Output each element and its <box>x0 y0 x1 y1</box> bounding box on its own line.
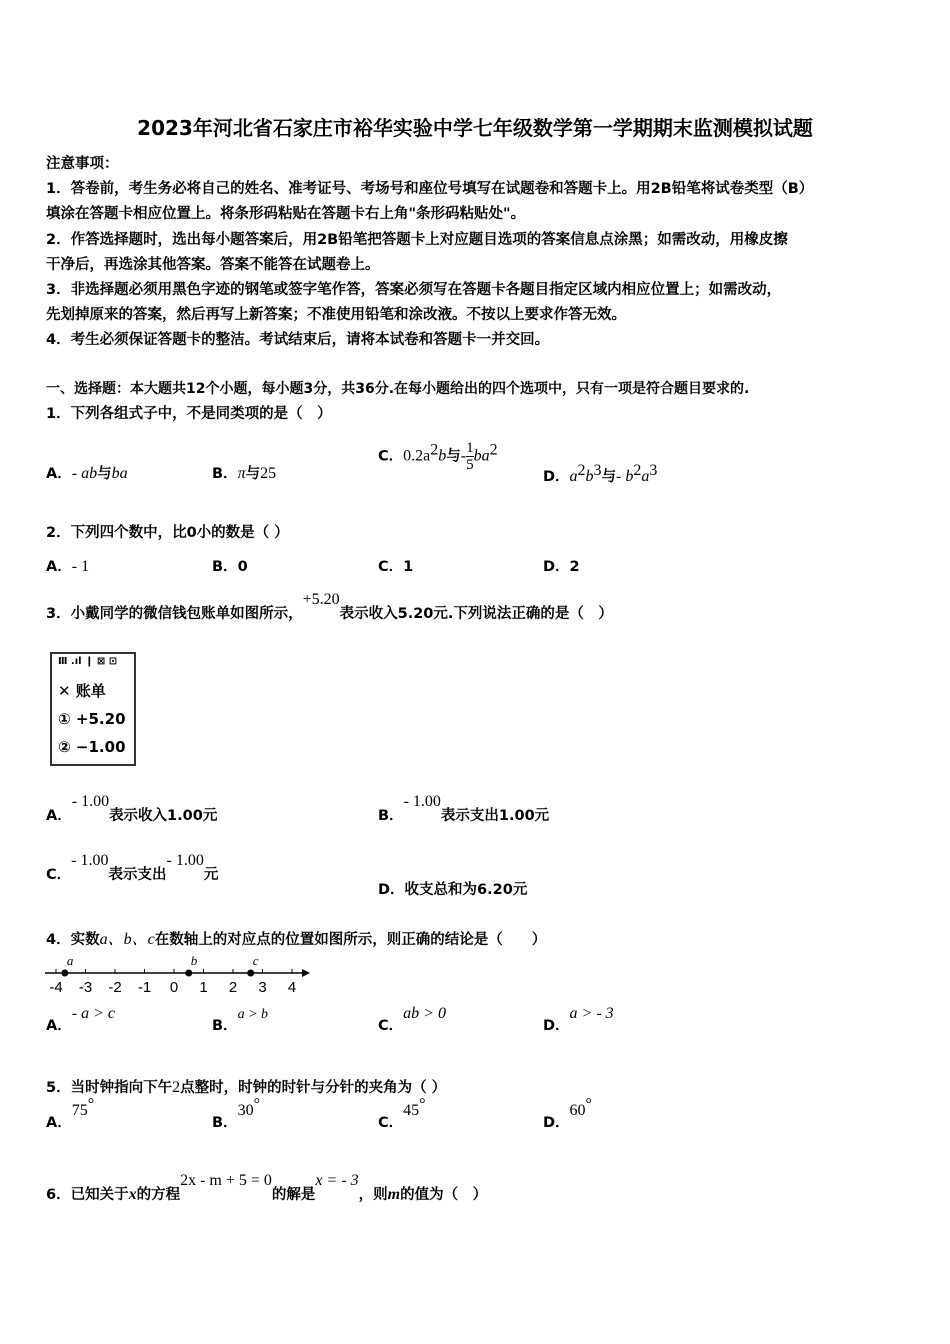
point-c <box>247 970 254 977</box>
q1-option-d: D．$a^2b^3$与- $b^2a^3$ <box>543 462 658 485</box>
q2-option-b: B．0 <box>212 559 248 575</box>
axis-tick-label: 2 <box>228 979 238 996</box>
number-line <box>40 950 320 1000</box>
q3-option-a: A．- 1.00表示收入1.00元 <box>46 793 218 824</box>
q2-option-d: D．2 <box>543 559 580 575</box>
axis-tick-label: -4 <box>49 979 63 996</box>
question-5-stem: 5．当时钟指向下午2点整时，时钟的时针与分针的夹角为（ ） <box>46 1079 447 1096</box>
bill-title: ✕ 账单 <box>58 682 106 700</box>
point-label-b: b <box>190 953 198 968</box>
q4-option-a: A．- a > c <box>46 1005 115 1034</box>
q1-option-c: C．$0.2a^2b$与- $\frac{1}{5}$ $ba^2$ <box>378 440 498 473</box>
axis-tick-label: 3 <box>258 979 267 996</box>
question-4-stem: 4．实数a、b、c在数轴上的对应点的位置如图所示，则正确的结论是（ ） <box>46 931 547 948</box>
q5-option-c: C．45° <box>378 1096 426 1131</box>
question-1-stem: 1．下列各组式子中，不是同类项的是（ ） <box>46 406 332 422</box>
point-label-c: c <box>252 953 259 968</box>
q1-option-a: A．- ab与ba <box>46 465 128 482</box>
notice-line: 3．非选择题必须用黑色字迹的钢笔或签字笔作答，答案必须写在答题卡各题目指定区域内相应位置上；如需改动， <box>46 282 782 298</box>
wallet-bill-image <box>50 652 136 766</box>
q5-option-b: B．30° <box>212 1096 260 1131</box>
q3-option-b: B．- 1.00表示支出1.00元 <box>378 793 550 824</box>
axis-tick-label: -1 <box>137 979 152 996</box>
question-2-stem: 2．下列四个数中，比0小的数是（ ） <box>46 525 289 541</box>
notice-heading: 注意事项： <box>46 156 119 172</box>
axis-tick-label: -2 <box>108 979 122 996</box>
point-label-a: a <box>66 953 74 968</box>
axis-tick-label: 4 <box>287 979 297 996</box>
q2-option-c: C．1 <box>378 559 414 575</box>
axis-tick-label: -3 <box>78 979 93 996</box>
section-heading: 一、选择题：本大题共12个小题，每小题3分，共36分.在每小题给出的四个选项中，只有一项是符合题目要求的. <box>46 381 750 397</box>
notice-line: 2．作答选择题时，选出每小题答案后，用2B铅笔把答题卡上对应题目选项的答案信息点涂黑；如需改动，用橡皮擦 <box>46 232 788 248</box>
notice-line: 干净后，再选涂其他答案。答案不能答在试题卷上。 <box>46 257 380 273</box>
q4-option-b: B．a > b <box>212 1007 269 1034</box>
question-6-stem: 6．已知关于x的方程2x - m + 5 = 0的解是x = - 3，则m的值为（ ） <box>46 1172 488 1203</box>
page-title: 2023年河北省石家庄市裕华实验中学七年级数学第一学期期末监测模拟试题 <box>137 116 813 140</box>
point-a <box>61 970 68 977</box>
axis-tick-label: 1 <box>199 979 208 996</box>
q1-option-b: B．π与25 <box>212 465 277 482</box>
axis-tick-label: 0 <box>169 979 179 996</box>
q5-option-a: A．75° <box>46 1096 95 1131</box>
q3-option-c: C．- 1.00表示支出- 1.00元 <box>46 852 219 883</box>
bill-status-bar: Ⅲ .ıl ❙ ⊠ ⊡ <box>58 656 118 667</box>
point-b <box>185 970 192 977</box>
q5-option-d: D．60° <box>543 1096 592 1131</box>
bill-row-income: ① +5.20 <box>58 710 126 728</box>
question-3-stem: 3．小戴同学的微信钱包账单如图所示，+5.20表示收入5.20元.下列说法正确的是（ ） <box>46 591 613 622</box>
notice-line: 填涂在答题卡相应位置上。将条形码粘贴在答题卡右上角"条形码粘贴处"。 <box>46 206 526 222</box>
q4-option-d: D．a > - 3 <box>543 1005 614 1034</box>
notice-line: 先划掉原来的答案，然后再写上新答案；不准使用铅笔和涂改液。不按以上要求作答无效。 <box>46 307 626 323</box>
q3-option-d: D．收支总和为6.20元 <box>378 882 528 898</box>
bill-row-expense: ② −1.00 <box>58 738 126 756</box>
q2-option-a: A．- 1 <box>46 558 90 575</box>
q4-option-c: C．ab > 0 <box>378 1005 446 1034</box>
notice-line: 4．考生必须保证答题卡的整洁。考试结束后，请将本试卷和答题卡一并交回。 <box>46 332 550 348</box>
notice-line: 1．答卷前，考生务必将自己的姓名、准考证号、考场号和座位号填写在试题卷和答题卡上。用2B铅笔将试卷类型（B） <box>46 181 814 197</box>
